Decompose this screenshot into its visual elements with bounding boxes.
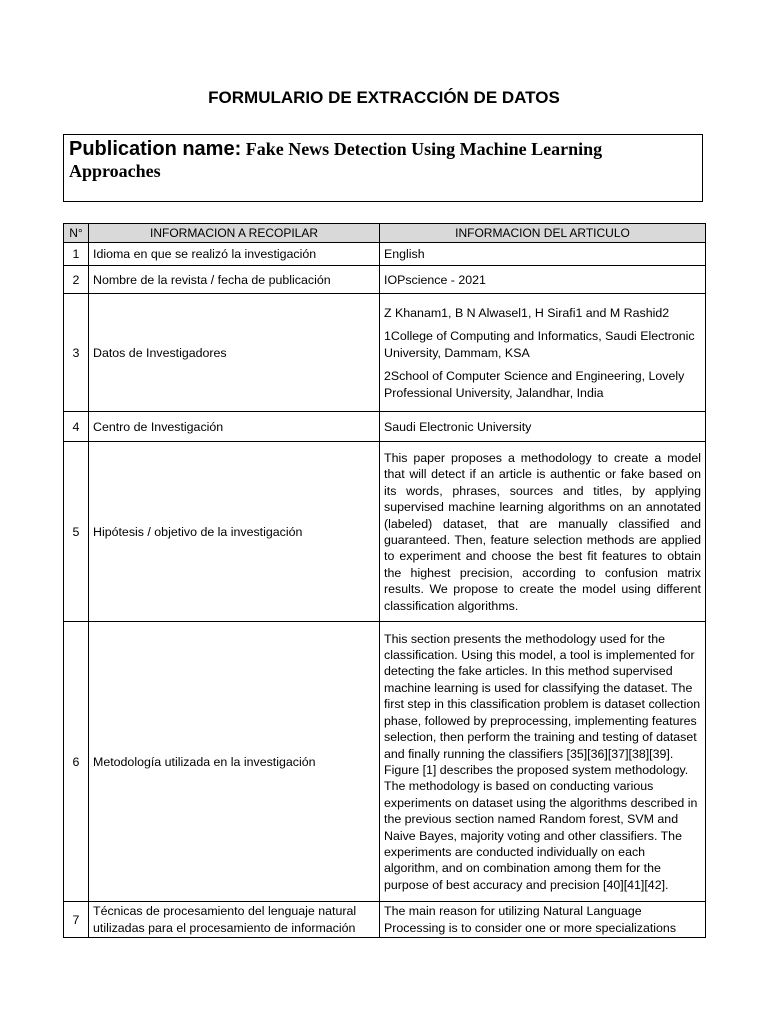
header-article-info: INFORMACION DEL ARTICULO	[380, 224, 706, 243]
table-row	[64, 294, 706, 412]
row-field: Datos de Investigadores	[89, 294, 380, 412]
publication-label: Publication name:	[69, 138, 242, 160]
row-number: 2	[64, 266, 89, 294]
row-field: Metodología utilizada en la investigación	[89, 622, 380, 902]
affiliation-1: 1College of Computing and Informatics, Saudi Electronic University, Dammam, KSA	[384, 329, 695, 360]
row-value: This section presents the methodology used for the classification. Using this model, a tool is implemented for detecting the fake articles. In this method supervised machine learning is used for classifying the dataset. The first step in this classification problem is dataset collection phase, followed by preprocessing, implementing features selection, then perform the training and testing of dataset and finally running the classifiers [35][36][37][38][39]. Figure [1] describes the proposed system methodology. The methodology is based on conducting various experiments on dataset using the algorithms described in the previous section named Random forest, SVM and Naive Bayes, majority voting and other classifiers. The experiments are conducted individually on each algorithm, and on combination among them for the purpose of best accuracy and precision [40][41][42].	[380, 622, 706, 902]
row-value: English	[380, 243, 706, 266]
row-value: Saudi Electronic University	[380, 412, 706, 442]
row-value: IOPscience - 2021	[380, 266, 706, 294]
row-field: Idioma en que se realizó la investigación	[89, 243, 380, 266]
row-field: Nombre de la revista / fecha de publicación	[89, 266, 380, 294]
table-header-row	[64, 224, 706, 243]
row-number: 3	[64, 294, 89, 412]
publication-value: Fake News Detection Using Machine Learning Approaches	[69, 139, 603, 181]
table-row	[64, 902, 706, 938]
table-row	[64, 266, 706, 294]
header-number: N°	[64, 224, 89, 243]
row-number: 1	[64, 243, 89, 266]
table-row	[64, 412, 706, 442]
affiliation-2: 2School of Computer Science and Engineering, Lovely Professional University, Jalandhar, India	[384, 369, 685, 400]
researcher-names: Z Khanam1, B N Alwasel1, H Sirafi1 and M Rashid2	[384, 305, 670, 320]
row-number: 6	[64, 622, 89, 902]
table-row	[64, 622, 706, 902]
row-value: The main reason for utilizing Natural Language Processing is to consider one or more specializations	[380, 902, 706, 938]
header-info-to-collect: INFORMACION A RECOPILAR	[89, 224, 380, 243]
row-value-researchers	[380, 294, 706, 412]
row-field: Hipótesis / objetivo de la investigación	[89, 442, 380, 622]
row-value: This paper proposes a methodology to create a model that will detect if an article is authentic or fake based on its words, phrases, sources and titles, by applying supervised machine learning algorithms on an annotated (labeled) dataset, that are manually classified and guaranteed. Then, feature selection methods are applied to experiment and choose the best fit features to obtain the highest precision, according to confusion matrix results. We propose to create the model using different classification algorithms.	[380, 442, 706, 622]
publication-box	[63, 134, 703, 202]
row-number: 4	[64, 412, 89, 442]
data-extraction-table	[63, 223, 706, 938]
table-row	[64, 243, 706, 266]
row-number: 7	[64, 902, 89, 938]
row-field: Centro de Investigación	[89, 412, 380, 442]
table-row	[64, 442, 706, 622]
form-title: FORMULARIO DE EXTRACCIÓN DE DATOS	[208, 88, 560, 107]
row-number: 5	[64, 442, 89, 622]
row-field: Técnicas de procesamiento del lenguaje natural utilizadas para el procesamiento de información	[89, 902, 380, 938]
